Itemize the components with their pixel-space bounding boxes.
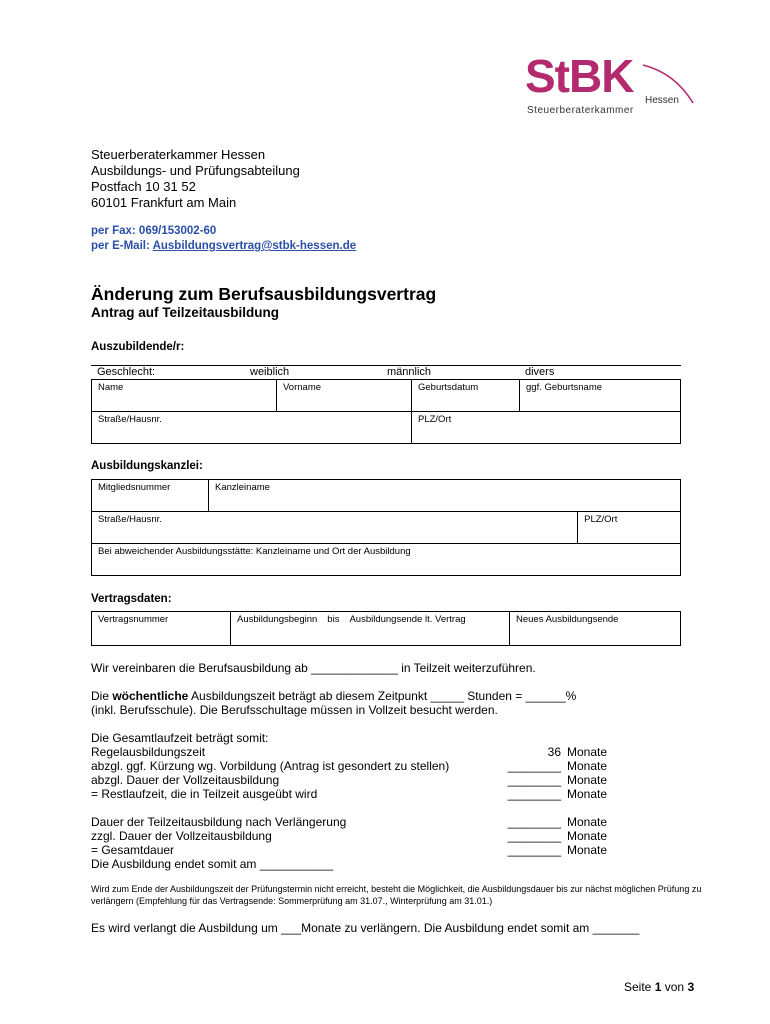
contract-heading: Vertragsdaten: (91, 593, 172, 605)
geburtsname-field[interactable]: ggf. Geburtsname (520, 380, 681, 412)
address-line: Steuerberaterkammer Hessen (91, 147, 266, 162)
firm-table (91, 479, 681, 576)
agreement-text: Wir vereinbaren die Berufsausbildung ab _____________ in Teilzeit weiterzuführen. (91, 661, 536, 675)
abweichend-field[interactable]: Bei abweichender Ausbildungsstätte: Kanzleiname und Ort der Ausbildung (92, 544, 681, 576)
calc-row: abzgl. Dauer der Vollzeitausbildung ________ Monate (91, 773, 608, 787)
calc-row: zzgl. Dauer der Vollzeitausbildung ________ Monate (91, 829, 608, 843)
email-prefix: per E-Mail: (91, 240, 153, 252)
logo-text: StBK (525, 50, 634, 102)
zeitraum-field[interactable] (231, 612, 510, 646)
gender-row (91, 365, 681, 380)
firm-strasse-field[interactable]: Straße/Hausnr. (92, 512, 578, 544)
ausbildungsbeginn-label: Ausbildungsbeginn (237, 614, 318, 625)
weekly-hours-text: Die wöchentliche Ausbildungszeit beträgt ab diesem Zeitpunkt _____ Stunden = ______% (91, 689, 577, 703)
page-number: Seite 1 von 3 (624, 980, 695, 994)
vertragsnummer-field[interactable]: Vertragsnummer (92, 612, 231, 646)
stbk-logo (525, 50, 700, 125)
address-line: Ausbildungs- und Prüfungsabteilung (91, 163, 300, 178)
strasse-field[interactable]: Straße/Hausnr. (92, 412, 412, 444)
bis-label: bis (327, 614, 340, 625)
end-date-text: Die Ausbildung endet somit am ___________ (91, 857, 334, 871)
calc-row: Regelausbildungszeit 36 Monate (91, 745, 608, 759)
weekly-bold: wöchentliche (112, 689, 189, 703)
gender-option-diverse[interactable]: divers (525, 366, 555, 378)
logo-state: Hessen (645, 95, 679, 106)
gender-option-male[interactable]: männlich (387, 366, 432, 378)
extension-note: Wird zum Ende der Ausbildungszeit der Prüfungstermin nicht erreicht, besteht die Möglichkeit, die Ausbildungsdauer bis zur nächst möglichen Prüfung zu verlängern (Empfehlung für das Vertragsende: Sommerprüfung am 31.07., Winterprüfung am 31.01.) (91, 884, 702, 906)
gender-label: Geschlecht: (97, 366, 156, 378)
email-link[interactable]: Ausbildungsvertrag@stbk-hessen.de (152, 240, 357, 252)
extension-request-text: Es wird verlangt die Ausbildung um ___Monate zu verlängern. Die Ausbildung endet somit am _______ (91, 921, 640, 935)
calc-row: Dauer der Teilzeitausbildung nach Verlängerung ________ Monate (91, 815, 608, 829)
mitgliedsnummer-field[interactable]: Mitgliedsnummer (92, 480, 209, 512)
firm-heading: Ausbildungskanzlei: (91, 460, 203, 472)
page-subtitle: Antrag auf Teilzeitausbildung (91, 305, 280, 320)
address-line: 60101 Frankfurt am Main (91, 195, 237, 210)
page-title: Änderung zum Berufsausbildungsvertrag (91, 284, 437, 304)
plz-field[interactable]: PLZ/Ort (412, 412, 681, 444)
fax-number: per Fax: 069/153002-60 (91, 225, 217, 237)
calc-row: = Gesamtdauer ________ Monate (91, 843, 608, 857)
gender-option-female[interactable]: weiblich (250, 366, 290, 378)
logo-org: Steuerberaterkammer (527, 105, 634, 116)
weekly-hours-text-2: (inkl. Berufsschule). Die Berufsschultage müssen in Vollzeit besucht werden. (91, 703, 498, 717)
calc-row: = Restlaufzeit, die in Teilzeit ausgeübt wird ________ Monate (91, 787, 608, 801)
geburtsdatum-field[interactable]: Geburtsdatum (412, 380, 520, 412)
trainee-table (91, 379, 681, 444)
calc-row: abzgl. ggf. Kürzung wg. Vorbildung (Antrag ist gesondert zu stellen) ________ Monate (91, 759, 608, 773)
trainee-heading: Auszubildende/r: (91, 341, 185, 353)
kanzleiname-field[interactable]: Kanzleiname (209, 480, 681, 512)
firm-plz-field[interactable]: PLZ/Ort (578, 512, 681, 544)
contact-block (91, 224, 356, 254)
total-duration-heading: Die Gesamtlaufzeit beträgt somit: (91, 731, 269, 745)
contract-table (91, 611, 681, 646)
vorname-field[interactable]: Vorname (277, 380, 412, 412)
address-line: Postfach 10 31 52 (91, 179, 196, 194)
name-field[interactable]: Name (92, 380, 277, 412)
recipient-address (91, 147, 300, 211)
neues-ausbildungsende-field[interactable]: Neues Ausbildungsende (510, 612, 681, 646)
ausbildungsende-label: Ausbildungsende lt. Vertrag (349, 614, 466, 625)
